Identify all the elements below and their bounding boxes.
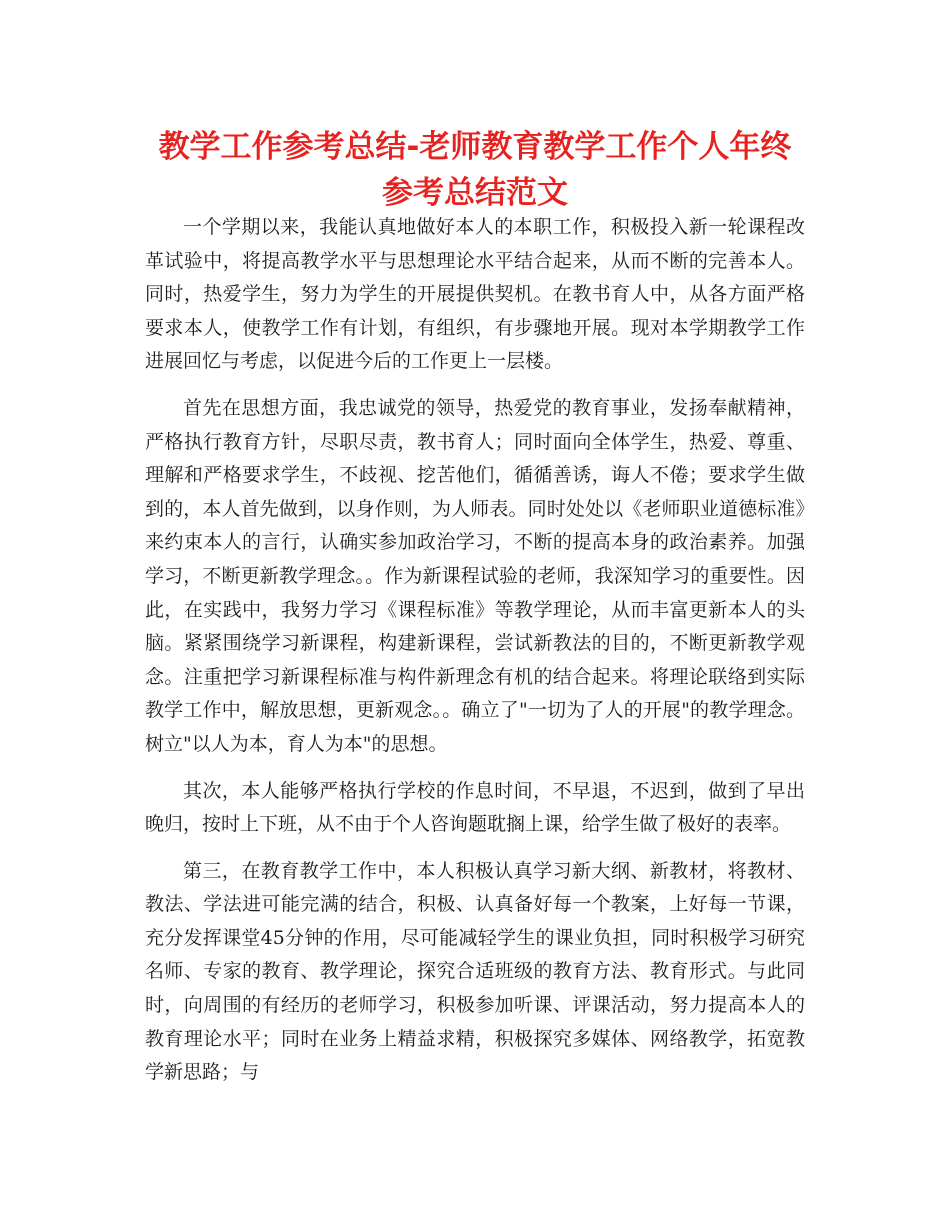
document-title-line-2: 参考总结范文 <box>382 175 568 211</box>
paragraph-4: 第三，在教育教学工作中，本人积极认真学习新大纲、新教材，将教材、教法、学法进可能完满的结合，积极、认真备好每一个教案，上好每一节课，充分发挥课堂45分钟的作用，尽可能减轻学生的课业负担，同时积极学习研究名师、专家的教育、教学理论，探究合适班级的教育方法、教育形式。与此同时，向周围的有经历的老师学习，积极参加听课、评课活动，努力提高本人的教育理论水平；同时在业务上精益求精，积极探究多媒体、网络教学，拓宽教学新思路；与 <box>145 859 805 1084</box>
paragraph-3: 其次，本人能够严格执行学校的作息时间，不早退，不迟到，做到了早出晚归，按时上下班，从不由于个人咨询题耽搁上课，给学生做了极好的表率。 <box>145 779 805 836</box>
document-body <box>145 211 805 1103</box>
paragraph-1: 一个学期以来，我能认真地做好本人的本职工作，积极投入新一轮课程改革试验中，将提高教学水平与思想理论水平结合起来，从而不断的完善本人。同时，热爱学生，努力为学生的开展提供契机。在教书育人中，从各方面严格要求本人，使教学工作有计划，有组织，有步骤地开展。现对本学期教学工作进展回忆与考虑，以促进今后的工作更上一层楼。 <box>145 216 805 373</box>
document-title <box>140 124 810 216</box>
document-title-line-1: 教学工作参考总结-老师教育教学工作个人年终 <box>158 129 792 165</box>
paragraph-2: 首先在思想方面，我忠诚党的领导，热爱党的教育事业，发扬奉献精神，严格执行教育方针，尽职尽责，教书育人；同时面向全体学生，热爱、尊重、理解和严格要求学生，不歧视、挖苦他们，循循善诱，诲人不倦；要求学生做到的，本人首先做到，以身作则，为人师表。同时处处以《老师职业道德标准》来约束本人的言行，认确实参加政治学习，不断的提高本身的政治素养。加强学习，不断更新教学理念。。作为新课程试验的老师，我深知学习的重要性。因此，在实践中，我努力学习《课程标准》等教学理论，从而丰富更新本人的头脑。紧紧围绕学习新课程，构建新课程，尝试新教法的目的，不断更新教学观念。注重把学习新课程标准与构件新理念有机的结合起来。将理论联络到实际教学工作中，解放思想，更新观念。。确立了"一切为了人的开展"的教学理念。树立"以人为本，育人为本"的思想。 <box>145 396 805 755</box>
